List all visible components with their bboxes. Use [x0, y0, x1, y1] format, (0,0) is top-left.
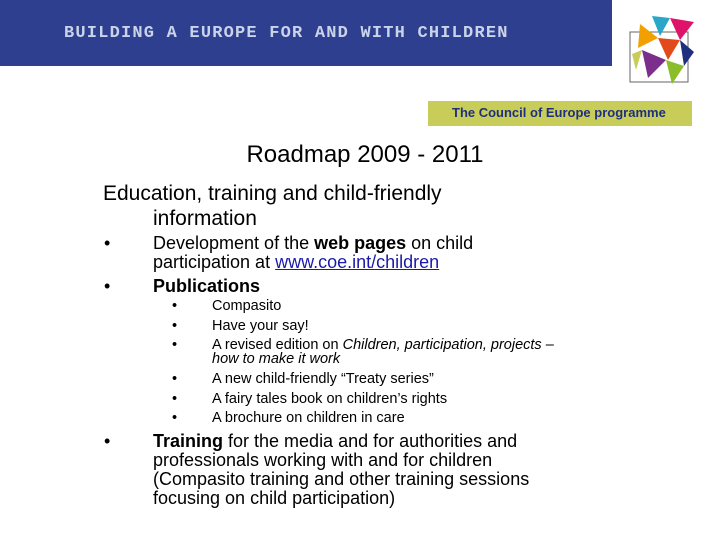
list-item-web-pages	[153, 234, 473, 253]
sub-bullet-marker: •	[172, 298, 178, 314]
sub-bullet-marker: •	[172, 337, 178, 353]
text-span-italic: Children, participation, projects –	[342, 337, 554, 353]
bullet-marker: •	[104, 431, 111, 451]
children-logo-icon	[622, 14, 696, 90]
bullet-marker: •	[104, 276, 111, 296]
sub-item-have-your-say: Have your say!	[212, 318, 309, 334]
section-heading	[103, 181, 573, 231]
training-label: Training	[153, 431, 224, 451]
list-item-training	[153, 432, 517, 451]
list-item-training-line4: focusing on child participation)	[153, 488, 396, 508]
list-item-publications	[153, 277, 260, 296]
section-heading-line1: Education, training and child-friendly	[103, 182, 442, 205]
list-item-training-line2: professionals working with and for children	[153, 450, 493, 470]
sub-bullet-marker: •	[172, 371, 178, 387]
sub-bullet-marker: •	[172, 318, 178, 334]
list-item-training-line3: (Compasito training and other training sessions	[153, 469, 530, 489]
sub-item-compasito: Compasito	[212, 298, 282, 314]
sub-bullet-marker: •	[172, 391, 178, 407]
list-item-web-pages-line2	[153, 253, 439, 272]
text-span: participation at	[153, 252, 276, 272]
sub-item-brochure: A brochure on children in care	[212, 410, 405, 426]
section-heading-line2: information	[153, 207, 257, 230]
text-span: on child	[406, 233, 474, 253]
text-span-italic: how to make it work	[212, 351, 341, 367]
sub-item-treaty-series: A new child-friendly “Treaty series”	[212, 371, 434, 387]
banner-title: BUILDING A EUROPE FOR AND WITH CHILDREN	[64, 24, 509, 43]
sub-item-revised-edition-line2	[212, 352, 340, 366]
children-link[interactable]: www.coe.int/children	[275, 252, 440, 272]
programme-label: The Council of Europe programme	[452, 105, 666, 120]
text-span: Development of the	[153, 233, 315, 253]
text-span-bold: web pages	[314, 233, 407, 253]
sub-item-fairy-tales: A fairy tales book on children’s rights	[212, 391, 448, 407]
bullet-marker: •	[104, 233, 111, 253]
page-title: Roadmap 2009 - 2011	[246, 141, 484, 168]
sub-item-revised-edition	[212, 338, 554, 352]
text-span: A revised edition on	[212, 337, 343, 353]
sub-bullet-marker: •	[172, 410, 178, 426]
text-span: for the media and for authorities and	[223, 431, 518, 451]
publications-label: Publications	[153, 276, 261, 296]
